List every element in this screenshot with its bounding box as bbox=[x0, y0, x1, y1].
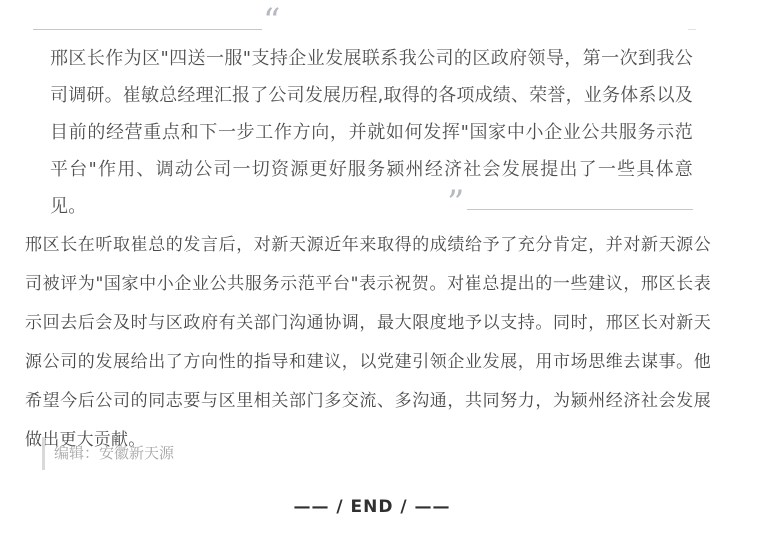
editor-credit: 编辑：安徽新天源 bbox=[42, 437, 174, 470]
quote-top-divider bbox=[33, 29, 262, 30]
quote-bottom-divider bbox=[467, 209, 693, 210]
quote-top-right-tick bbox=[688, 29, 696, 30]
close-quote-icon: ” bbox=[447, 183, 463, 223]
end-divider: —— / END / —— bbox=[293, 497, 451, 517]
open-quote-icon: “ bbox=[263, 1, 279, 41]
article-paragraph: 邢区长在听取崔总的发言后，对新天源近年来取得的成绩给予了充分肯定，并对新天源公司被评为"国家中小企业公共服务示范平台"表示祝贺。对崔总提出的一些建议，邢区长表示回去后会及时与区政府有关部门沟通协调，最大限度地予以支持。同时，邢区长对新天源公司的发展给出了方向性的指导和建议，以党建引领企业发展，用市场思维去谋事。他希望今后公司的同志要与区里相关部门多交流、多沟通，共同努力，为颍州经济社会发展做出更大贡献。 bbox=[25, 235, 711, 450]
quote-text: 邢区长作为区"四送一服"支持企业发展联系我公司的区政府领导，第一次到我公司调研。崔敏总经理汇报了公司发展历程,取得的各项成绩、荣誉，业务体系以及目前的经营重点和下一步工作方向，并就如何发挥"国家中小企业公共服务示范平台"作用、调动公司一切资源更好服务颍州经济社会发展提出了一些具体意见。 bbox=[50, 48, 693, 217]
